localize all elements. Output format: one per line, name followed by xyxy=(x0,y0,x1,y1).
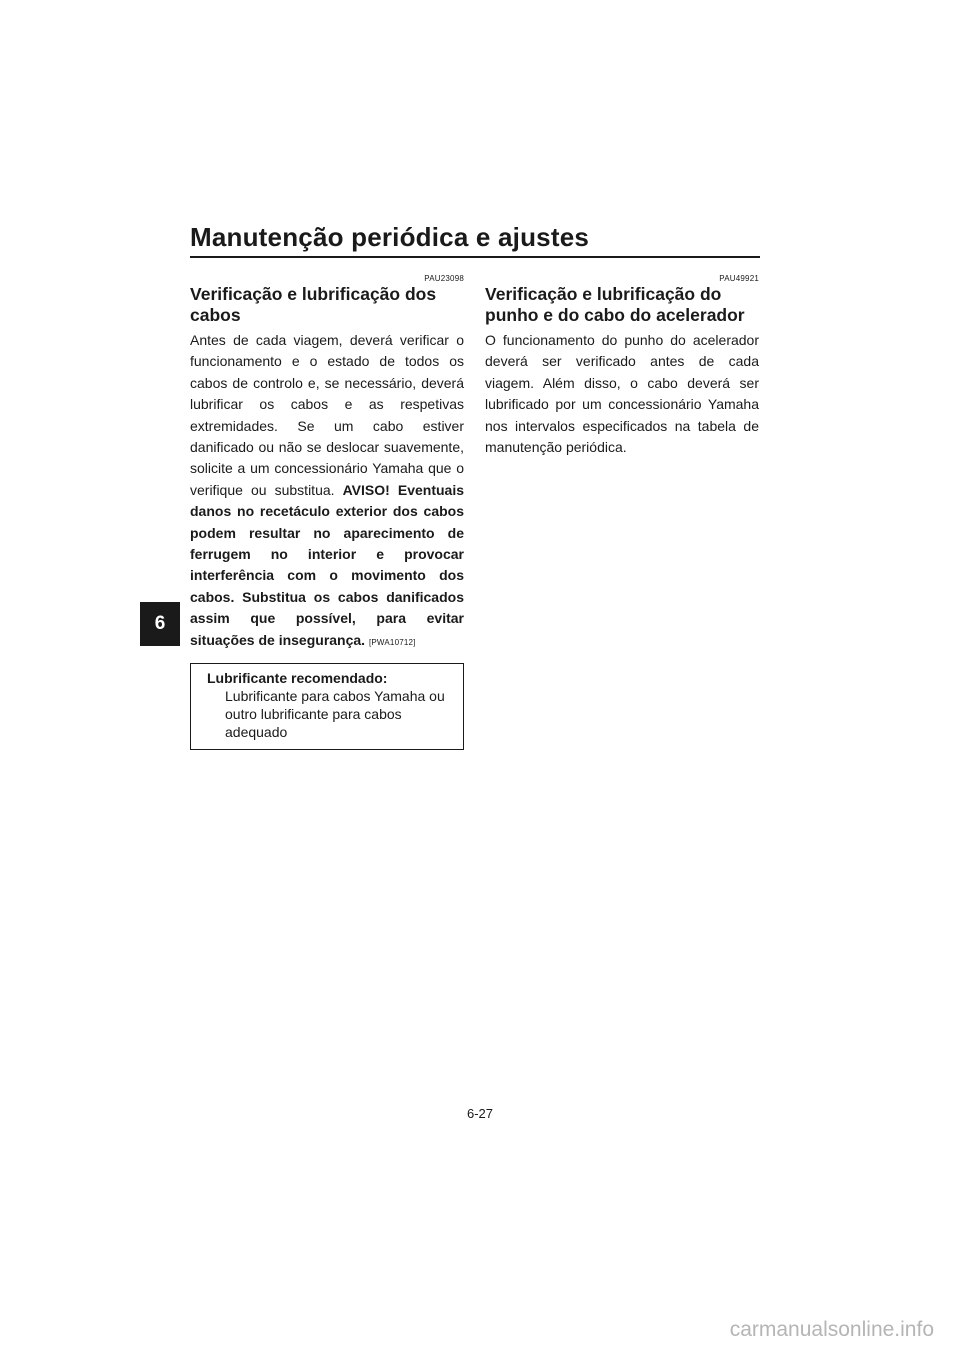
notice-text: AVISO! Eventuais danos no recetáculo exterior dos cabos podem resultar no aparecimento de ferrugem no interior e provocar interferência com o movimento dos cabos. Substitua os cabos danificados assim que possível, para evitar situações de insegurança. xyxy=(190,481,464,648)
right-column xyxy=(485,274,759,458)
page-number: 6-27 xyxy=(466,1106,494,1121)
reference-code: PAU23098 xyxy=(424,274,464,283)
reference-code: PAU49921 xyxy=(719,274,759,283)
spec-value: Lubrificante para cabos Yamaha ou outro lubrificante para cabos adequado xyxy=(225,688,445,741)
watermark: carmanualsonline.info xyxy=(729,1318,934,1341)
lubricant-spec-box xyxy=(190,663,464,750)
section-body: O funcionamento do punho do acelerador deverá ser verificado antes de cada viagem. Além disso, o cabo deverá ser lubrificado por um concessionário Yamaha nos intervalos especificados na tabela de manutenção periódica. xyxy=(485,332,759,456)
section-heading: Verificação e lubrificação dos cabos xyxy=(190,284,437,325)
left-column xyxy=(190,274,464,750)
spec-label: Lubrificante recomendado: xyxy=(207,670,388,687)
notice-code: [PWA10712] xyxy=(368,637,416,647)
page-title: Manutenção periódica e ajustes xyxy=(190,222,590,252)
chapter-tab: 6 xyxy=(140,602,180,646)
section-body xyxy=(190,330,464,653)
body-text: Antes de cada viagem, deverá verificar o funcionamento e o estado de todos os cabos de controlo e, se necessário, deverá lubrificar os cabos e as respetivas extremidades. Se um cabo estiver danificado ou não se deslocar suavemente, solicite a um concessionário Yamaha que o verifique ou substitua. xyxy=(190,332,464,498)
title-divider xyxy=(190,256,760,258)
section-heading: Verificação e lubrificação do punho e do cabo do acelerador xyxy=(485,284,745,325)
